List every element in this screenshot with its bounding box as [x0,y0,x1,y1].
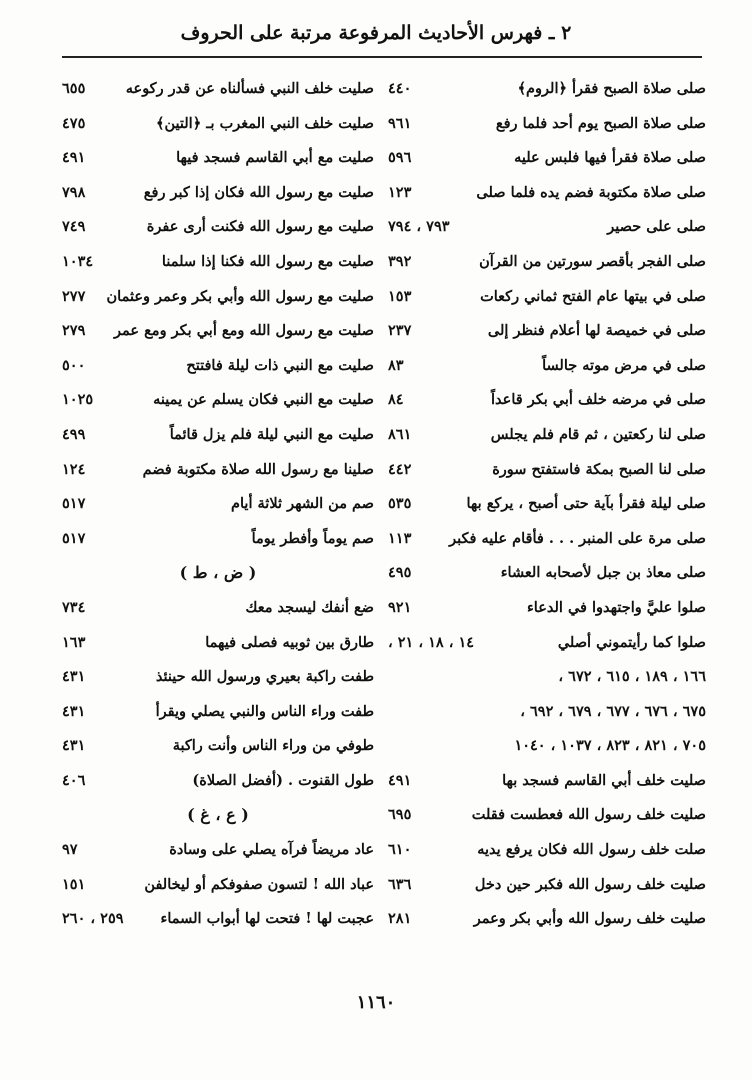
entry-text: صلى لنا الصبح بمكة فاستفتح سورة [492,460,706,478]
entry-page-ref: ٤٠٦ [62,771,86,789]
entry-page-ref: ٥٩٦ [388,149,412,167]
index-entry [388,868,706,903]
index-entry [62,176,374,211]
entry-page-ref: ٦٩٥ [388,806,412,824]
entry-text: صليت مع رسول الله فكان إذا كبر رفع [143,183,374,201]
entry-page-ref: ٤٩٥ [388,564,412,582]
index-entry [62,107,374,142]
index-entry [62,487,374,522]
entry-page-ref: ٢٣٧ [388,322,412,340]
index-entry [62,72,374,107]
index-entry [388,72,706,107]
index-entry [62,729,374,764]
entry-page-ref: ١٥١ [62,875,86,893]
entry-page-ref: ١٦٣ [62,633,86,651]
entry-page-ref: ٥١٧ [62,529,86,547]
entry-text: صليت مع رسول الله ومع أبي بكر ومع عمر [114,322,374,340]
entry-page-ref: ٤٣١ [62,668,86,686]
entry-text: صلى لنا ركعتين ، ثم قام فلم يجلس [490,425,706,443]
index-entry [388,695,706,730]
index-entry [62,764,374,799]
entry-page-ref: ٤٩١ [388,771,412,789]
index-entry [62,868,374,903]
entry-text: صلى ليلة فقرأ بآية حتى أصبح ، يركع بها [466,495,706,513]
index-entry [388,141,706,176]
entry-page-ref: ٧٣٤ [62,598,86,616]
index-entry [62,141,374,176]
entry-text: صليت خلف رسول الله وأبي بكر وعمر [473,910,706,928]
entry-text: صلى في خميصة لها أعلام فنظر إلى [487,322,706,340]
index-entry [62,522,374,557]
entry-page-ref: ٣٩٢ [388,252,412,270]
entry-text: عاد مريضاً فرآه يصلي على وسادة [169,841,374,859]
index-entry [388,314,706,349]
index-entry [388,383,706,418]
entry-page-ref: ٤٩٩ [62,425,86,443]
entry-text: صلى معاذ بن جبل لأصحابه العشاء [500,564,706,582]
entry-text: صليت مع رسول الله فكنا إذا سلمنا [161,252,374,270]
index-entry [388,764,706,799]
entry-text: صليت خلف رسول الله فكبر حين دخل [474,875,706,893]
index-entry [388,660,706,695]
entry-text: ضع أنفك ليسجد معك [245,598,374,616]
entry-page-ref: ١٦٦ ، ١٨٩ ، ٦١٥ ، ٦٧٢ ، [558,668,706,686]
entry-text: صليت مع رسول الله وأبي بكر وعمر وعثمان [106,287,374,305]
index-entry [388,107,706,142]
entry-text: صليت مع رسول الله فكنت أرى عفرة [146,218,374,236]
entry-text: طوفي من وراء الناس وأنت راكبة [172,737,374,755]
entry-page-ref: ٤٧٥ [62,114,86,132]
index-entry [388,591,706,626]
index-entry [388,487,706,522]
entry-page-ref: ٤٤٠ [388,80,412,97]
entry-page-ref: ٨٦١ [388,425,412,443]
entry-page-ref: ١١٣ [388,529,412,547]
index-entry [388,556,706,591]
entry-text: صم يوماً وأفطر يوماً [251,529,374,547]
index-entry [388,902,706,937]
entry-text: صليت خلف أبي القاسم فسجد بها [502,771,706,789]
entry-page-ref: ٩٧ [62,841,78,859]
index-entry [388,729,706,764]
index-entry [62,418,374,453]
section-heading [62,556,374,591]
page-header: ٢ ـ فهرس الأحاديث المرفوعة مرتبة على الحروف [180,22,572,44]
index-entry [388,626,706,661]
entry-page-ref: ٥١٧ [62,495,86,513]
index-entry [388,349,706,384]
entry-text: صليت خلف النبي فسألناه عن قدر ركوعه [125,80,374,97]
entry-text: طفت راكبة بعيري ورسول الله حينئذ [155,668,374,686]
index-entry [62,383,374,418]
entry-text: طفت وراء الناس والنبي يصلي ويقرأ [155,702,374,720]
section-heading-text: ( ض ، ط ) [179,563,257,583]
entry-text: عجبت لها ! فتحت لها أبواب السماء [160,910,374,928]
entry-text: صلى في بيتها عام الفتح ثماني ركعات [480,287,706,305]
entry-text: صلى صلاة الصبح فقرأ ﴿الروم﴾ [517,80,706,97]
entry-page-ref: ٧٩٨ [62,183,86,201]
entry-page-ref: ٤٣١ [62,702,86,720]
entry-text: صلى في مرض موته جالساً [542,356,706,374]
index-entry [388,833,706,868]
entry-page-ref: ٨٣ [388,356,404,374]
entry-page-ref: ١٢٣ [388,183,412,201]
entry-text: صلى صلاة الصبح يوم أحد فلما رفع [495,114,706,132]
entry-page-ref: ٨٤ [388,391,404,409]
entry-text: صليت مع النبي فكان يسلم عن يمينه [153,391,374,409]
entry-text: صليت مع النبي ذات ليلة فافتتح [186,356,374,374]
entry-text: صليت مع النبي ليلة فلم يزل قائماً [169,425,374,443]
page-number: ١١٦٠ [356,992,396,1013]
entry-page-ref: ٩٦١ [388,114,412,132]
index-entry [388,245,706,280]
entry-page-ref: ٦١٠ [388,841,412,859]
entry-text: صلى على حصير [607,218,706,236]
index-entry [388,798,706,833]
index-entry [388,176,706,211]
entry-page-ref: ٢٧٧ [62,287,86,305]
index-entry [62,210,374,245]
entry-text: صلينا مع رسول الله صلاة مكتوبة فضم [142,460,374,478]
entry-text: صم من الشهر ثلاثة أيام [231,495,374,513]
entry-page-ref: ٥٣٥ [388,495,412,513]
entry-text: صلى صلاة فقرأ فيها فلبس عليه [514,149,706,167]
entry-page-ref: ٦٥٥ [62,80,86,97]
index-entry [62,833,374,868]
index-entry [62,349,374,384]
index-column-right [388,72,706,937]
entry-text: صلوا كما رأيتموني أصلي [557,633,706,651]
index-entry [62,902,374,937]
section-heading [62,798,374,833]
entry-page-ref: ١٥٣ [388,287,412,305]
index-column-left [62,72,374,937]
entry-page-ref: ٢٧٩ [62,322,86,340]
entry-page-ref: ٤٩١ [62,149,86,167]
entry-text: صلى صلاة مكتوبة فضم يده فلما صلى [476,183,706,201]
index-entry [388,418,706,453]
index-entry [62,591,374,626]
index-entry [62,280,374,315]
index-entry [62,626,374,661]
entry-text: صلوا عليَّ واجتهدوا في الدعاء [526,598,706,616]
entry-text: طارق بين ثوبيه فصلى فيهما [205,633,374,651]
entry-page-ref: ٩٢١ [388,598,412,616]
entry-page-ref: ٢٥٩ ، ٢٦٠ [62,910,124,928]
entry-text: صليت خلف النبي المغرب بـ ﴿التين﴾ [155,114,374,132]
entry-page-ref: ١٠٢٥ [62,391,94,409]
entry-text: طول القنوت . (أفضل الصلاة) [192,771,374,789]
index-entry [388,210,706,245]
entry-text: صلى في مرضه خلف أبي بكر قاعداً [491,391,706,409]
entry-page-ref: ١٤ ، ١٨ ، ٢١ ، [388,633,475,651]
entry-text: عباد الله ! لتسون صفوفكم أو ليخالفن [144,875,374,893]
entry-page-ref: ٤٤٢ [388,460,412,478]
entry-page-ref: ١٢٤ [62,460,86,478]
entry-text: صلى الفجر بأقصر سورتين من القرآن [479,252,706,270]
index-entry [388,453,706,488]
index-entry [62,453,374,488]
entry-page-ref: ٧٤٩ [62,218,86,236]
section-heading-text: ( ع ، غ ) [187,805,249,825]
entry-page-ref: ٦٣٦ [388,875,412,893]
entry-text: صلى مرة على المنبر . . . فأقام عليه فكبر [449,529,706,547]
entry-page-ref: ٥٠٠ [62,356,86,374]
entry-page-ref: ٢٨١ [388,910,412,928]
index-entry [62,695,374,730]
entry-page-ref: ٤٣١ [62,737,86,755]
index-entry [388,522,706,557]
entry-text: صلت خلف رسول الله فكان يرفع يديه [477,841,706,859]
entry-page-ref: ١٠٣٤ [62,252,94,270]
header-rule [62,56,702,58]
entry-page-ref: ٧٠٥ ، ٨٢١ ، ٨٢٣ ، ١٠٣٧ ، ١٠٤٠ [514,737,706,755]
index-entry [62,314,374,349]
index-entry [388,280,706,315]
entry-page-ref: ٦٧٥ ، ٦٧٦ ، ٦٧٧ ، ٦٧٩ ، ٦٩٢ ، [520,702,706,720]
entry-text: صليت خلف رسول الله فعطست فقلت [471,806,706,824]
index-entry [62,245,374,280]
entry-text: صليت مع أبي القاسم فسجد فيها [176,149,374,167]
entry-page-ref: ٧٩٣ ، ٧٩٤ [388,218,450,236]
index-entry [62,660,374,695]
